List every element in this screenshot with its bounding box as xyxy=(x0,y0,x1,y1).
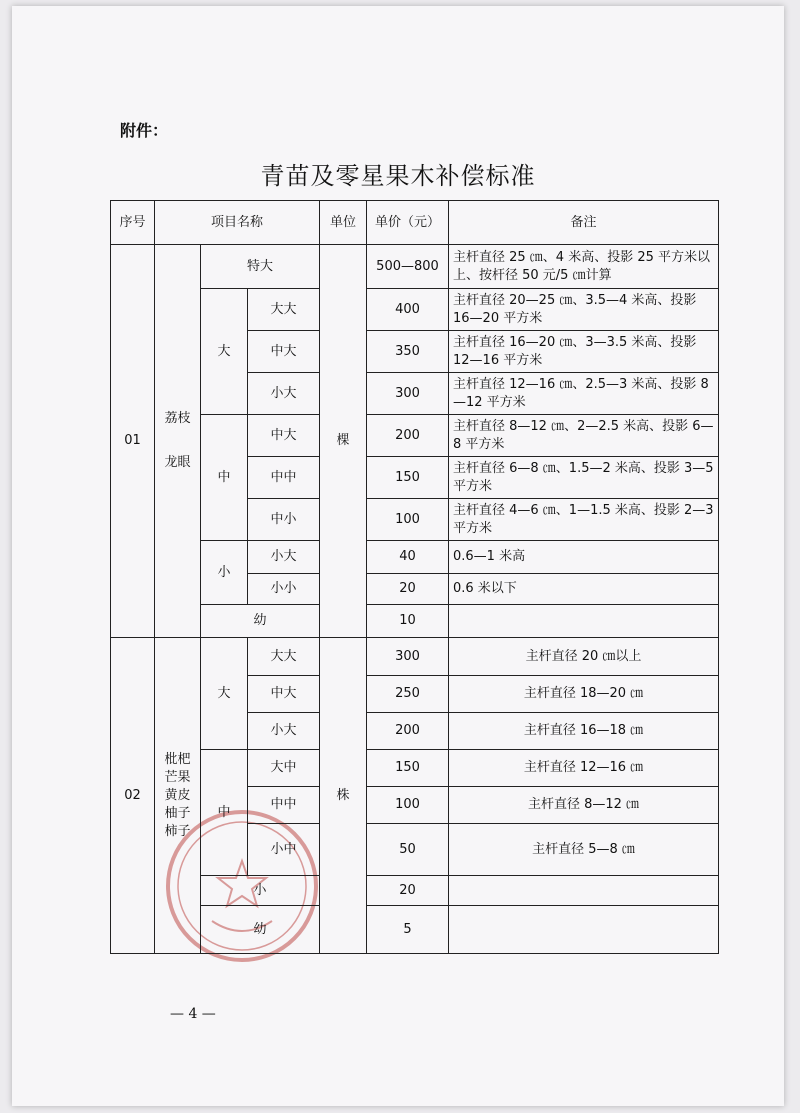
note-cell: 主杆直径 6—8 ㎝、1.5—2 米高、投影 3—5 平方米 xyxy=(449,457,719,499)
sub-grade-cell: 中中 xyxy=(248,457,320,499)
header-item: 项目名称 xyxy=(155,201,320,245)
price-cell: 150 xyxy=(367,457,449,499)
table-row xyxy=(111,289,719,331)
note-cell xyxy=(449,906,719,954)
item-name-cell xyxy=(155,245,201,638)
item-name: 黄皮 xyxy=(164,787,191,803)
item-name: 芒果 xyxy=(164,769,191,785)
price-cell: 200 xyxy=(367,415,449,457)
grade-cell: 小 xyxy=(201,876,320,906)
sub-grade-cell: 中中 xyxy=(248,787,320,824)
table-row xyxy=(111,541,719,574)
price-cell: 400 xyxy=(367,289,449,331)
price-cell: 150 xyxy=(367,750,449,787)
sub-grade-cell: 中大 xyxy=(248,331,320,373)
price-cell: 40 xyxy=(367,541,449,574)
compensation-table xyxy=(110,200,719,954)
note-cell: 主杆直径 16—20 ㎝、3—3.5 米高、投影 12—16 平方米 xyxy=(449,331,719,373)
size-cell: 中 xyxy=(201,415,248,541)
sub-grade-cell: 中大 xyxy=(248,415,320,457)
item-name: 枇杷 xyxy=(164,751,191,767)
note-cell: 主杆直径 12—16 ㎝ xyxy=(449,750,719,787)
price-cell: 500—800 xyxy=(367,245,449,289)
size-cell: 大 xyxy=(201,638,248,750)
grade-cell: 特大 xyxy=(201,245,320,289)
table-row xyxy=(111,245,719,289)
note-cell: 主杆直径 16—18 ㎝ xyxy=(449,713,719,750)
price-cell: 350 xyxy=(367,331,449,373)
price-cell: 200 xyxy=(367,713,449,750)
size-cell: 大 xyxy=(201,289,248,415)
table-header-row xyxy=(111,201,719,245)
price-cell: 300 xyxy=(367,638,449,676)
size-cell: 小 xyxy=(201,541,248,605)
table-row xyxy=(111,605,719,638)
note-cell: 主杆直径 20 ㎝以上 xyxy=(449,638,719,676)
note-cell: 主杆直径 25 ㎝、4 米高、投影 25 平方米以上、按杆径 50 元/5 ㎝计算 xyxy=(449,245,719,289)
note-cell: 主杆直径 5—8 ㎝ xyxy=(449,824,719,876)
sub-grade-cell: 小小 xyxy=(248,574,320,605)
note-cell: 主杆直径 20—25 ㎝、3.5—4 米高、投影 16—20 平方米 xyxy=(449,289,719,331)
table-row xyxy=(111,638,719,676)
sub-grade-cell: 中小 xyxy=(248,499,320,541)
header-note: 备注 xyxy=(449,201,719,245)
price-cell: 50 xyxy=(367,824,449,876)
note-cell xyxy=(449,876,719,906)
price-cell: 10 xyxy=(367,605,449,638)
header-seq: 序号 xyxy=(111,201,155,245)
item-name: 荔枝 xyxy=(164,411,191,426)
note-cell: 主杆直径 18—20 ㎝ xyxy=(449,676,719,713)
sub-grade-cell: 大中 xyxy=(248,750,320,787)
page-number: — 4 — xyxy=(170,1006,216,1022)
sub-grade-cell: 小大 xyxy=(248,713,320,750)
note-cell: 主杆直径 8—12 ㎝ xyxy=(449,787,719,824)
attachment-label: 附件： xyxy=(120,121,169,140)
price-cell: 100 xyxy=(367,499,449,541)
table-row xyxy=(111,876,719,906)
size-cell: 中 xyxy=(201,750,248,876)
header-price: 单价（元） xyxy=(367,201,449,245)
page-title: 青苗及零星果木补偿标准 xyxy=(260,162,536,190)
unit-cell: 株 xyxy=(320,638,367,954)
table-row xyxy=(111,906,719,954)
note-cell: 主杆直径 8—12 ㎝、2—2.5 米高、投影 6—8 平方米 xyxy=(449,415,719,457)
sub-grade-cell: 大大 xyxy=(248,638,320,676)
sub-grade-cell: 小大 xyxy=(248,541,320,574)
price-cell: 20 xyxy=(367,574,449,605)
header-unit: 单位 xyxy=(320,201,367,245)
grade-cell: 幼 xyxy=(201,906,320,954)
note-cell: 主杆直径 4—6 ㎝、1—1.5 米高、投影 2—3 平方米 xyxy=(449,499,719,541)
note-cell: 主杆直径 12—16 ㎝、2.5—3 米高、投影 8—12 平方米 xyxy=(449,373,719,415)
table-row xyxy=(111,750,719,787)
seq-cell: 01 xyxy=(111,245,155,638)
note-cell: 0.6 米以下 xyxy=(449,574,719,605)
item-name: 柿子 xyxy=(164,823,191,839)
price-cell: 5 xyxy=(367,906,449,954)
note-cell xyxy=(449,605,719,638)
price-cell: 250 xyxy=(367,676,449,713)
sub-grade-cell: 中大 xyxy=(248,676,320,713)
grade-cell: 幼 xyxy=(201,605,320,638)
item-name-cell xyxy=(155,638,201,954)
seq-cell: 02 xyxy=(111,638,155,954)
sub-grade-cell: 小大 xyxy=(248,373,320,415)
price-cell: 20 xyxy=(367,876,449,906)
item-name: 龙眼 xyxy=(164,455,191,470)
table-row xyxy=(111,415,719,457)
item-name: 柚子 xyxy=(164,805,191,821)
note-cell: 0.6—1 米高 xyxy=(449,541,719,574)
sub-grade-cell: 大大 xyxy=(248,289,320,331)
price-cell: 100 xyxy=(367,787,449,824)
sub-grade-cell: 小中 xyxy=(248,824,320,876)
unit-cell: 棵 xyxy=(320,245,367,638)
price-cell: 300 xyxy=(367,373,449,415)
